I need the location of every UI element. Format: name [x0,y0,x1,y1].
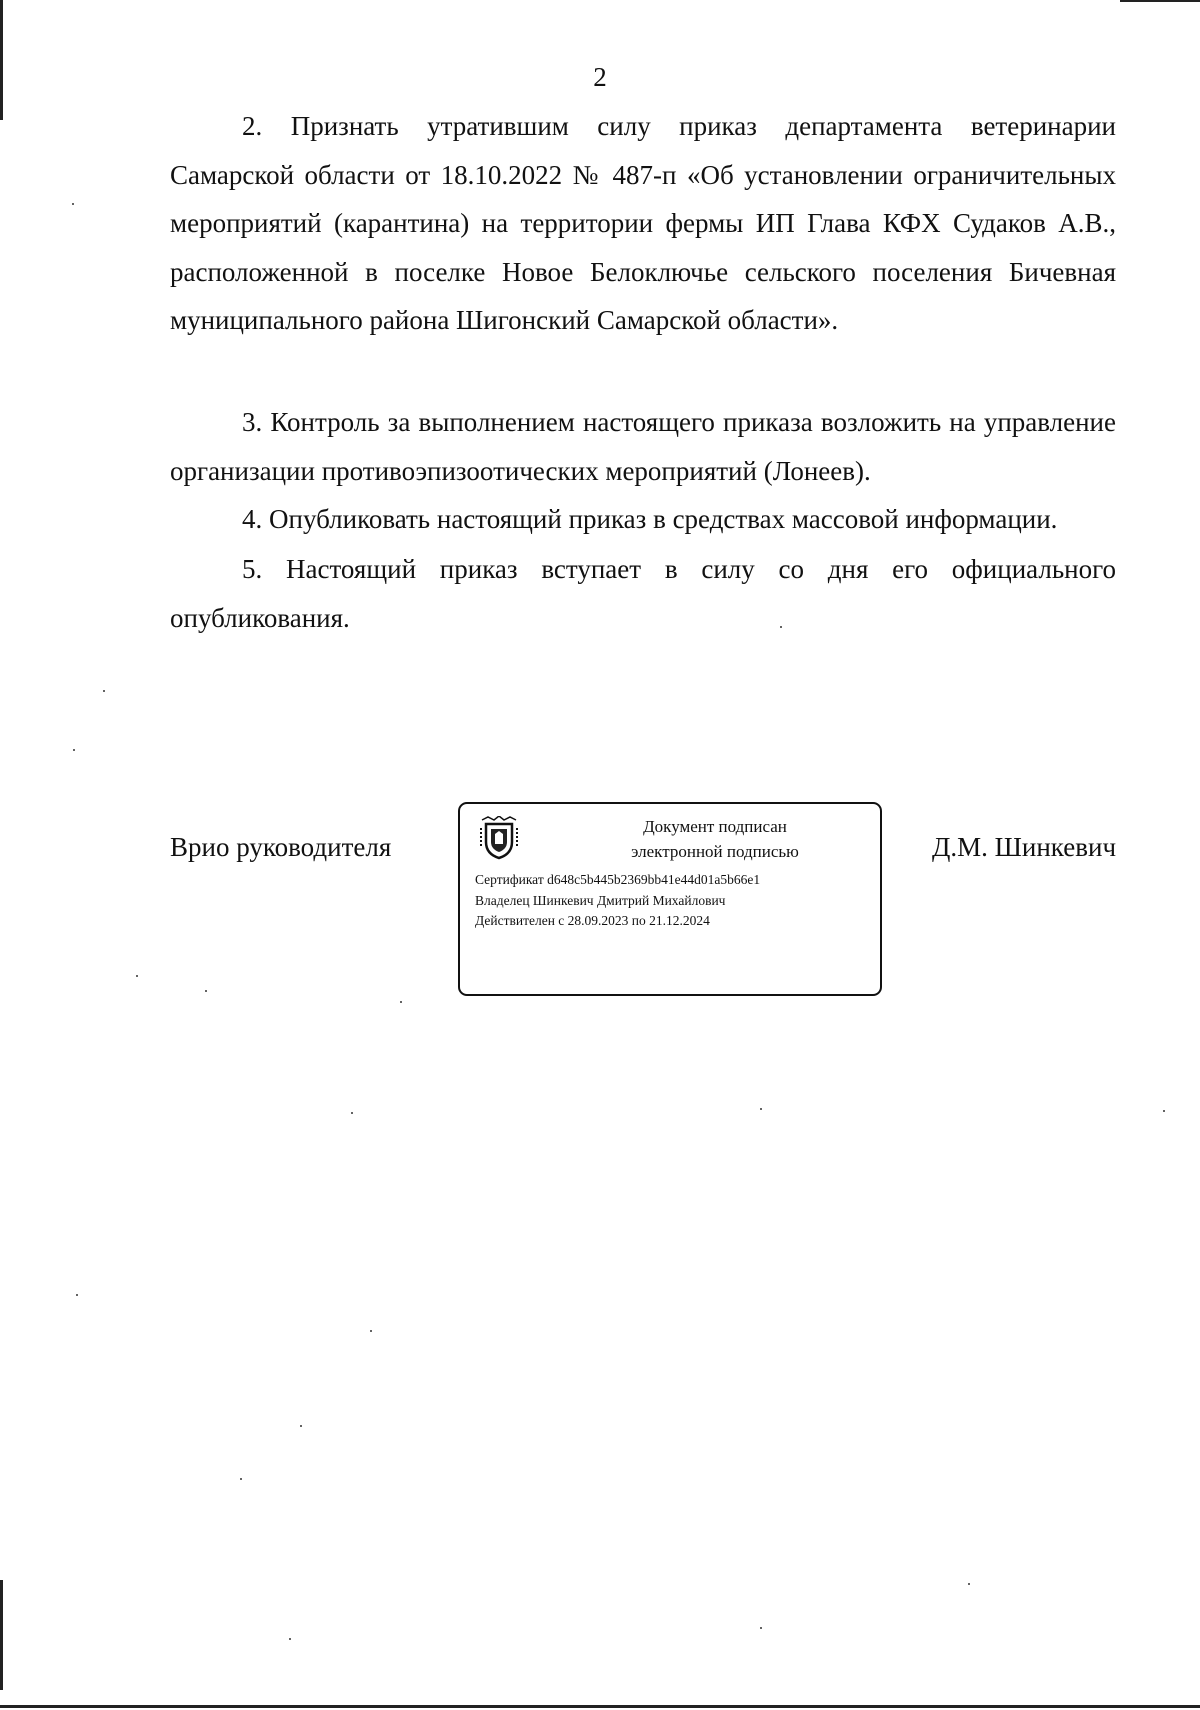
scan-speck [76,1294,78,1296]
scan-speck [351,1112,353,1114]
paragraph-4-text: 4. Опубликовать настоящий приказ в средствах массовой информации. [242,504,1058,534]
scan-speck [205,990,207,992]
stamp-title-line2: электронной подписью [631,842,799,861]
scan-speck [72,203,74,205]
scan-speck [400,1001,402,1003]
scan-speck [289,1638,291,1640]
scan-speck [300,1425,302,1427]
scan-speck [1163,1110,1165,1112]
certificate-number: Сертификат d648c5b445b2369bb41e44d01a5b66e1 [475,872,761,887]
scan-edge-left-top [0,0,3,120]
scan-speck [780,626,782,628]
scan-speck [968,1583,970,1585]
paragraph-5 [170,545,1116,642]
certificate-validity: Действителен с 28.09.2023 по 21.12.2024 [475,913,710,928]
scan-speck [760,1108,762,1110]
scan-edge-top-right [1120,0,1200,2]
scan-speck [136,975,138,977]
page-number: 2 [593,62,607,92]
scan-edge-left-bottom [0,1580,3,1690]
paragraph-2-text: 2. Признать утратившим силу приказ департамента ветеринарии Самарской области от 18.10.2022 № 487-п «Об установлении ограничительных мероприятий (карантина) на территории фермы ИП Глава КФХ Судаков А.В., расположенной в поселке Новое Белоключье сельского поселения Бичевная муниципального района Шигонский Самарской области». [170,111,1116,335]
paragraph-5-text: 5. Настоящий приказ вступает в силу со дня его официального опубликования. [170,554,1116,633]
signer-role: Врио руководителя [170,832,392,862]
scan-edge-bottom [0,1705,1200,1708]
paragraph-2 [170,102,1116,345]
paragraph-3-text: 3. Контроль за выполнением настоящего приказа возложить на управление организации противоэпизоотических мероприятий (Лонеев). [170,407,1116,486]
scan-speck [240,1478,242,1480]
stamp-title-line1: Документ подписан [643,817,787,836]
paragraph-3 [170,398,1116,495]
scan-speck [370,1330,372,1332]
stamp-title [580,814,850,864]
scan-speck [73,749,75,751]
signer-name: Д.М. Шинкевич [932,832,1117,862]
certificate-owner: Владелец Шинкевич Дмитрий Михайлович [475,893,726,908]
electronic-signature-stamp [458,802,882,996]
scan-speck [103,690,105,692]
paragraph-4 [170,495,1116,544]
coat-of-arms-icon [478,816,520,860]
scan-speck [760,1627,762,1629]
